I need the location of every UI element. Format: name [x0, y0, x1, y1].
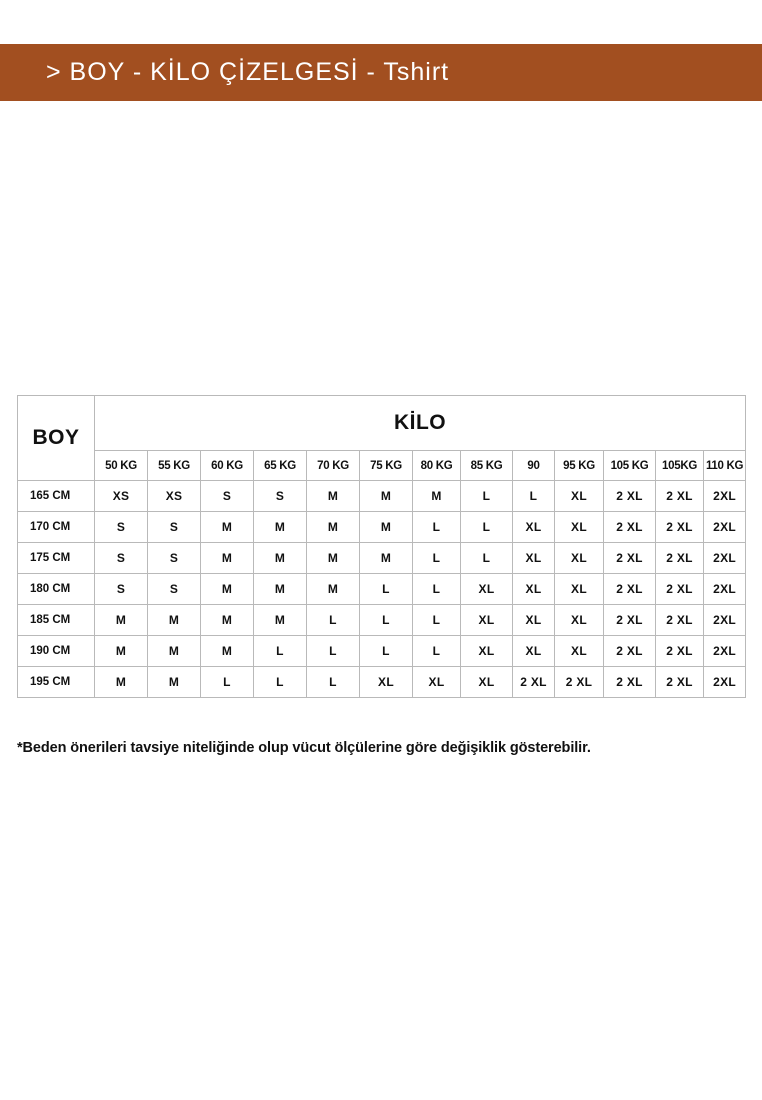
size-cell: M	[201, 574, 254, 605]
weight-header-row	[18, 451, 746, 481]
size-cell: M	[201, 512, 254, 543]
size-cell: M	[148, 667, 201, 698]
weight-header-cell: 55 KG	[148, 451, 201, 481]
kilo-header: KİLO	[95, 396, 746, 451]
size-cell: M	[148, 636, 201, 667]
size-cell: S	[148, 543, 201, 574]
size-cell: M	[307, 574, 360, 605]
size-cell: XL	[461, 574, 513, 605]
size-cell: XL	[555, 543, 604, 574]
size-cell: XL	[360, 667, 413, 698]
size-cell: XL	[555, 574, 604, 605]
size-cell: 2XL	[704, 574, 746, 605]
size-cell: L	[254, 636, 307, 667]
size-cell: 2 XL	[656, 667, 704, 698]
size-cell: M	[95, 636, 148, 667]
size-cell: 2 XL	[604, 512, 656, 543]
size-cell: L	[413, 543, 461, 574]
size-cell: 2 XL	[513, 667, 555, 698]
size-cell: M	[201, 543, 254, 574]
size-cell: L	[513, 481, 555, 512]
size-cell: S	[148, 574, 201, 605]
weight-header-cell: 110 KG	[704, 451, 746, 481]
page-title-banner	[0, 44, 762, 101]
size-cell: S	[254, 481, 307, 512]
size-cell: L	[307, 605, 360, 636]
size-cell: XL	[555, 605, 604, 636]
size-cell: 2 XL	[604, 636, 656, 667]
weight-header-cell: 70 KG	[307, 451, 360, 481]
header-row	[18, 396, 746, 451]
size-cell: M	[254, 543, 307, 574]
height-label: 190 CM	[18, 636, 95, 667]
size-cell: 2 XL	[656, 543, 704, 574]
size-cell: 2 XL	[604, 574, 656, 605]
size-cell: XL	[513, 512, 555, 543]
size-cell: S	[148, 512, 201, 543]
size-cell: M	[95, 605, 148, 636]
size-cell: S	[95, 574, 148, 605]
height-label: 195 CM	[18, 667, 95, 698]
size-cell: 2 XL	[656, 481, 704, 512]
size-cell: L	[360, 636, 413, 667]
size-cell: XL	[555, 636, 604, 667]
size-cell: M	[254, 574, 307, 605]
weight-header-cell: 75 KG	[360, 451, 413, 481]
height-label: 165 CM	[18, 481, 95, 512]
size-cell: 2XL	[704, 667, 746, 698]
height-label: 180 CM	[18, 574, 95, 605]
table-row	[18, 481, 746, 512]
disclaimer-note: *Beden önerileri tavsiye niteliğinde olup vücut ölçülerine göre değişiklik gösterebilir.	[17, 740, 591, 756]
size-cell: XL	[461, 605, 513, 636]
size-cell: 2XL	[704, 481, 746, 512]
size-cell: 2XL	[704, 512, 746, 543]
size-cell: 2XL	[704, 543, 746, 574]
weight-header-cell: 105 KG	[604, 451, 656, 481]
size-cell: XL	[461, 636, 513, 667]
size-chart-table	[17, 395, 746, 698]
table-row	[18, 543, 746, 574]
size-cell: M	[148, 605, 201, 636]
size-cell: 2 XL	[656, 636, 704, 667]
size-cell: S	[95, 512, 148, 543]
size-cell: XL	[513, 574, 555, 605]
size-cell: M	[307, 543, 360, 574]
weight-header-cell: 65 KG	[254, 451, 307, 481]
size-cell: M	[413, 481, 461, 512]
size-cell: L	[461, 543, 513, 574]
size-cell: 2 XL	[656, 574, 704, 605]
boy-header: BOY	[18, 396, 95, 481]
weight-header-cell: 90	[513, 451, 555, 481]
size-cell: 2 XL	[604, 667, 656, 698]
size-cell: L	[413, 605, 461, 636]
size-cell: M	[360, 543, 413, 574]
page-title: > BOY - KİLO ÇİZELGESİ - Tshirt	[46, 58, 450, 86]
size-cell: XL	[555, 481, 604, 512]
size-cell: L	[413, 636, 461, 667]
size-cell: 2 XL	[656, 605, 704, 636]
size-cell: L	[461, 481, 513, 512]
size-cell: 2 XL	[604, 543, 656, 574]
weight-header-cell: 50 KG	[95, 451, 148, 481]
size-cell: M	[360, 512, 413, 543]
size-cell: XL	[513, 636, 555, 667]
size-cell: XL	[555, 512, 604, 543]
size-cell: XL	[461, 667, 513, 698]
height-label: 185 CM	[18, 605, 95, 636]
size-cell: M	[95, 667, 148, 698]
size-cell: M	[307, 481, 360, 512]
size-cell: L	[254, 667, 307, 698]
size-cell: L	[201, 667, 254, 698]
size-cell: XL	[413, 667, 461, 698]
table-row	[18, 667, 746, 698]
size-cell: L	[461, 512, 513, 543]
weight-header-cell: 80 KG	[413, 451, 461, 481]
size-cell: M	[254, 605, 307, 636]
size-cell: S	[201, 481, 254, 512]
weight-header-cell: 105KG	[656, 451, 704, 481]
size-cell: L	[307, 667, 360, 698]
height-label: 175 CM	[18, 543, 95, 574]
size-cell: XL	[513, 543, 555, 574]
weight-header-cell: 60 KG	[201, 451, 254, 481]
size-cell: S	[95, 543, 148, 574]
size-cell: 2 XL	[604, 605, 656, 636]
weight-header-cell: 95 KG	[555, 451, 604, 481]
size-cell: M	[201, 636, 254, 667]
size-cell: L	[360, 574, 413, 605]
size-cell: 2 XL	[555, 667, 604, 698]
size-cell: L	[360, 605, 413, 636]
size-cell: M	[201, 605, 254, 636]
size-cell: L	[413, 512, 461, 543]
weight-header-cell: 85 KG	[461, 451, 513, 481]
size-cell: M	[360, 481, 413, 512]
size-cell: 2 XL	[656, 512, 704, 543]
height-label: 170 CM	[18, 512, 95, 543]
size-cell: XS	[148, 481, 201, 512]
size-cell: L	[413, 574, 461, 605]
table-row	[18, 605, 746, 636]
size-cell: XL	[513, 605, 555, 636]
size-cell: M	[307, 512, 360, 543]
size-cell: M	[254, 512, 307, 543]
table-row	[18, 512, 746, 543]
table-row	[18, 574, 746, 605]
size-cell: 2XL	[704, 605, 746, 636]
size-cell: 2 XL	[604, 481, 656, 512]
size-cell: XS	[95, 481, 148, 512]
size-cell: 2XL	[704, 636, 746, 667]
table-row	[18, 636, 746, 667]
size-cell: L	[307, 636, 360, 667]
